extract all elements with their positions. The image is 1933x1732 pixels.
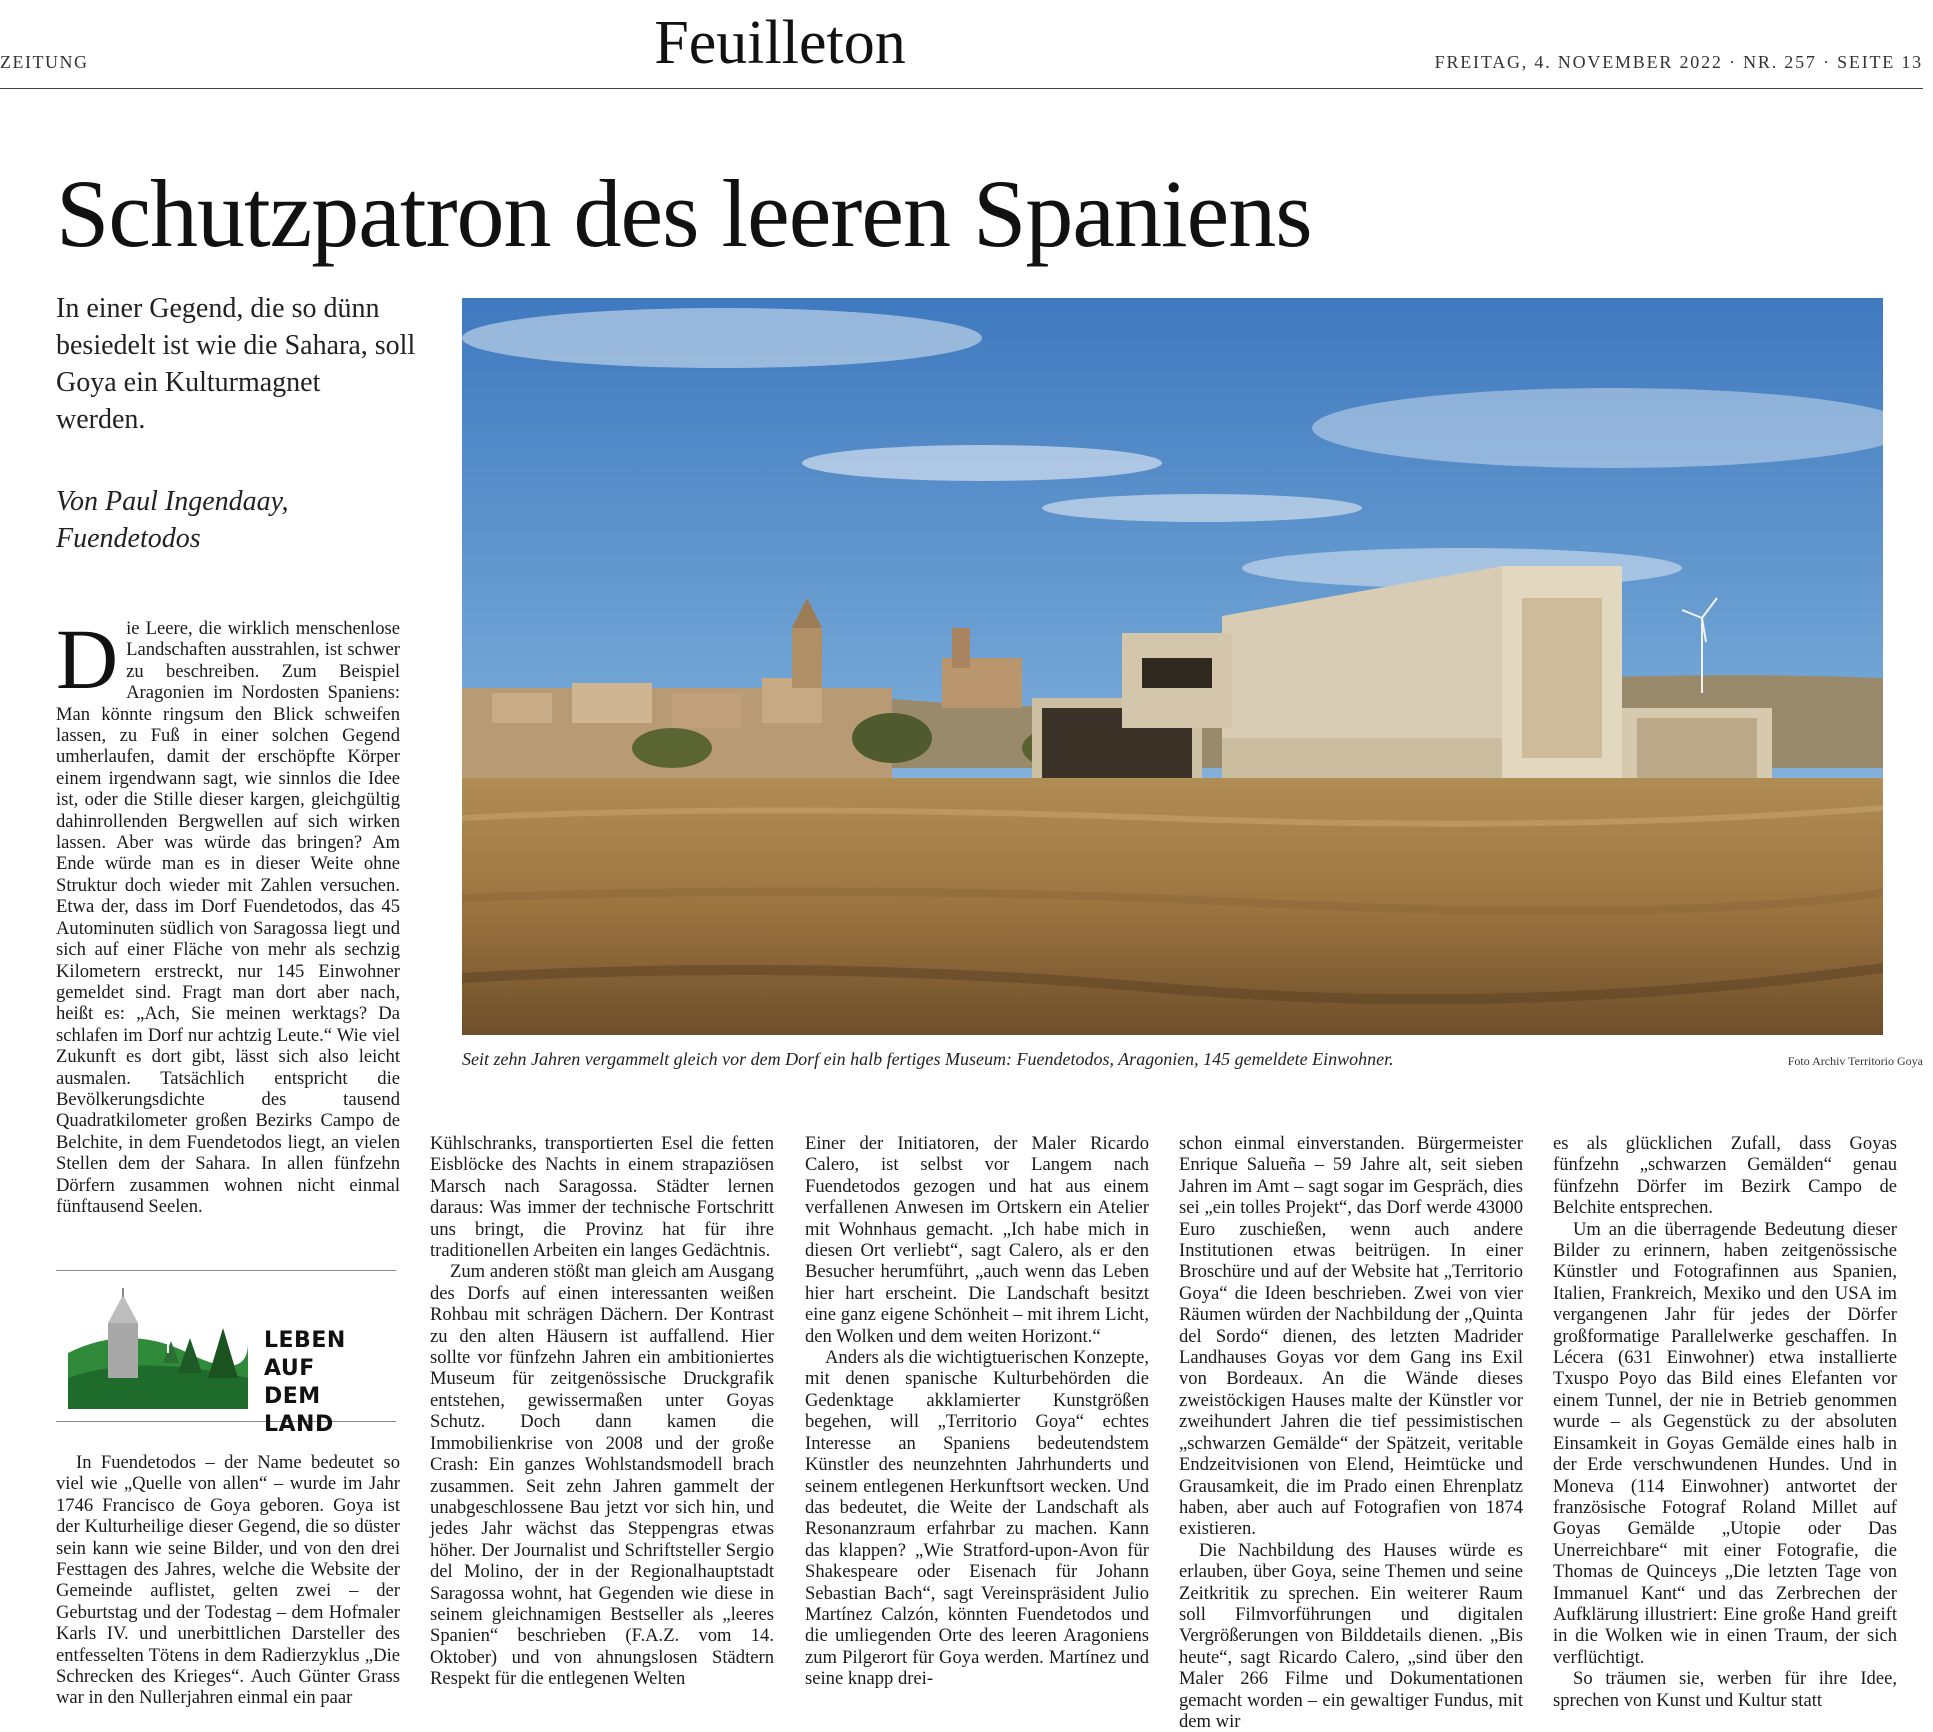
drop-cap: D [56, 611, 119, 707]
article-teaser: In einer Gegend, die so dünn besiedelt ist wie die Sahara, soll Goya ein Kulturmagnet werden. [56, 293, 416, 435]
article-column-1-continued [56, 1452, 400, 1709]
paragraph: Zum anderen stößt man gleich am Ausgang des Dorfs auf einen interessanten weißen Rohbau mit schrägen Dächern. Der Kontrast zu den alten Häusern ist auffallend. Hier sollte vor fünfzehn Jahren ein ambitioniertes Museum für zeitgenössische Druckgrafik entstehen, gewissermaßen unter Goyas Schutz. Doch dann kamen die Immobilienkrise von 2008 und der große Crash: Ein ganzes Wohlstandsmodell brach zusammen. Seit zehn Jahren gammelt der unabgeschlossene Bau jetzt vor sich hin, und jedes Jahr wächst das Steppengras etwas höher. Der Journalist und Schriftsteller Sergio del Molino, der in der Regionalhauptstadt Saragossa wohnt, hat Gegenden wie diese in seinem gleichnamigen Bestseller als „leeres Spanien“ beschrieben (F.A.Z. vom 14. Oktober) und von ahnungslosen Städtern Respekt für die entlegenen Welten [430, 1261, 774, 1690]
article-headline: Schutzpatron des leeren Spaniens [56, 160, 1312, 267]
village-logo-icon [68, 1283, 248, 1409]
series-rubric [56, 1270, 396, 1437]
paragraph: Die Nachbildung des Hauses würde es erlauben, über Goya, seine Themen und seine Zeitkritik zu sprechen. Ein weiterer Raum soll Filmvorführungen und digitalen Vergrößerungen von Bilddetails dienen. „Bis heute“, sagt Ricardo Calero, „sind über den Maler 266 Filme und Dokumentationen gemacht worden – ein gewaltiger Fundus, mit dem wir [1179, 1539, 1523, 1732]
article-column-3 [805, 1133, 1149, 1690]
paragraph: Anders als die wichtigtuerischen Konzepte, mit denen spanische Kulturbehörden die Gedenktage akklamierter Kunstgrößen begehen, will „Territorio Goya“ echtes Interesse an Spaniens bedeutendstem Künstler des neunzehnten Jahrhunderts und seinem entlegenen Herkunftsort wecken. Und das bedeutet, die Weite der Landschaft als Resonanzraum erfahrbar zu machen. Kann das klappen? „Wie Stratford-upon-Avon für Shakespeare oder Eisenach für Johann Sebastian Bach“, sagt Vereinspräsident Julio Martínez Calzón, könnten Fuendetodos und die umliegenden Orte des leeren Aragoniens zum Pilgerort für Goya werden. Martínez und seine knapp drei- [805, 1347, 1149, 1690]
article-column-2 [430, 1133, 774, 1690]
paragraph: Um an die überragende Bedeutung dieser Bilder zu erinnern, haben zeitgenössische Künstler und Fotografinnen aus Spanien, Italien, Frankreich, Mexiko und den USA im vergangenen Jahr für jedes der Dörfer großformatige Parallelwerke geschaffen. In Lécera (631 Einwohner) etwa installierte Txuspo Poyo das Bild eines Elefanten vor einem Tunnel, der nie in Betrieb genommen wurde – als Gegenstück zu der absoluten Einsamkeit in Goyas Gemälde eines halb in der Erde verschwundenen Hundes. Und in Moneva (114 Einwohner) antwortet der französische Fotograf Roland Millet auf Goyas Gemälde „Utopie oder Das Unerreichbare“ mit einer Fotografie, die Thomas de Quinceys „Die letzten Tage von Immanuel Kant“ und das Zerbrechen der Aufklärung illustriert: Eine große Hand greift in die Wolken wie in einen Traum, der sich verflüchtigt. [1553, 1218, 1897, 1668]
article-byline: Von Paul Ingendaay, Fuendetodos [56, 486, 289, 554]
masthead-divider [0, 88, 1923, 89]
article-column-4 [1179, 1133, 1523, 1732]
dateline: FREITAG, 4. NOVEMBER 2022 · NR. 257 · SEITE 13 [1434, 52, 1923, 72]
paragraph: In Fuendetodos – der Name bedeutet so viel wie „Quelle von allen“ – wurde im Jahr 1746 Francisco de Goya geboren. Goya ist der Kulturheilige dieser Gegend, die so düster sein kann wie seine Bilder, und von den drei Festtagen des Jahres, welche die Website der Gemeinde auflistet, gelten zwei – der Geburtstag und der Todestag – dem Hofmaler Karls IV. und unerbittlichen Darsteller des entfesselten Tötens in dem Radierzyklus „Die Schrecken des Krieges“. Auch Günter Grass war in den Nullerjahren einmal ein paar [56, 1452, 400, 1709]
paragraph: schon einmal einverstanden. Bürgermeister Enrique Salueña – 59 Jahre alt, seit sieben Jahren im Amt – sagt sogar im Gespräch, dies sei „ein tolles Projekt“, das Dorf werde 43000 Euro zuschießen, wenn auch andere Institutionen etwas beitrügen. In einer Broschüre und auf der Website hat „Territorio Goya“ die Ideen beschrieben. Zwei von vier Räumen würden der Nachbildung der „Quinta del Sordo“ dienen, des letzten Madrider Landhauses Goyas vor dem Gang ins Exil von Bordeaux. An die Wände dieses zweistöckigen Hauses malte der Künstler vor zweihundert Jahren die tief pessimistischen „schwarzen Gemälde“ der Spätzeit, veritable Endzeitvisionen von Elend, Heimtücke und Grausamkeit, die im Prado einen Ehrenplatz haben, aber auch auf Fotografien von 1874 existieren. [1179, 1133, 1523, 1540]
paragraph: ie Leere, die wirklich menschenlose Landschaften ausstrahlen, ist schwer zu beschreiben. Zum Beispiel Aragonien im Nordosten Spaniens: Man könnte ringsum den Blick schweifen lassen, zu Fuß in einer solchen Gegend umherlaufen, damit der erschöpfte Körper einem irgendwann sagt, wie sinnlos die Idee ist, oder die Stille dieser kargen, gleichgültig dahinrollenden Bergwellen auf sich wirken lassen. Aber was würde das bringen? Am Ende würde man es in dieser Weite ohne Struktur doch wieder mit Zahlen versuchen. Etwa der, dass im Dorf Fuendetodos, das 45 Autominuten südlich von Saragossa liegt und sich auf einer Fläche von mehr als sechzig Kilometern erstreckt, nur 145 Einwohner gemeldet sind. Fragt man dort aber nach, heißt es: „Ach, Sie meinen werktags? Da schlafen im Dorf nur achtzig Leute.“ Wie viel Zukunft es dort gibt, lässt sich also leicht ausmalen. Tatsächlich entspricht die Bevölkerungsdichte des tausend Quadratkilometer großen Bezirks Campo de Belchite, in dem Fuendetodos liegt, an vielen Stellen dem der Sahara. In allen fünfzehn Dörfern zusammen wohnen nicht einmal fünftausend Seelen. [56, 618, 400, 1217]
rubric-label: LEBEN AUF DEM LAND [264, 1328, 346, 1437]
photo-caption: Seit zehn Jahren vergammelt gleich vor dem Dorf ein halb fertiges Museum: Fuendetodos, Aragonien, 145 gemeldete Einwohner. [462, 1049, 1394, 1069]
newspaper-name-fragment: ZEITUNG [0, 52, 89, 72]
photo-credit: Foto Archiv Territorio Goya [1787, 1054, 1923, 1068]
paragraph: So träumen sie, werben für ihre Idee, sprechen von Kunst und Kultur statt [1553, 1668, 1897, 1711]
paragraph: es als glücklichen Zufall, dass Goyas fünfzehn „schwarzen Gemälden“ genau fünfzehn Dörfer im Bezirk Campo de Belchite entsprechen. [1553, 1133, 1897, 1219]
paragraph: Einer der Initiatoren, der Maler Ricardo Calero, ist selbst vor Langem nach Fuendetodos gezogen und hat aus einem verfallenen Anwesen im Ortskern ein Atelier mit Wohnhaus gemacht. „Ich habe mich in diesen Ort verliebt“, sagt Calero, als er den Besucher herumführt, „auch wenn das Leben hier hart erscheint. Die Landschaft besitzt eine ganz eigene Schönheit – mit ihrem Licht, den Wolken und dem weiten Horizont.“ [805, 1133, 1149, 1347]
article-photo [462, 298, 1883, 1035]
article-column-1 [56, 611, 400, 1217]
paragraph: Kühlschranks, transportierten Esel die fetten Eisblöcke des Nachts in einem strapaziösen Marsch nach Saragossa. Städter lernen daraus: Was immer der technische Fortschritt uns bringt, die Provinz hat für ihre traditionellen Arbeiten ein langes Gedächtnis. [430, 1133, 774, 1262]
section-title: Feuilleton [654, 9, 906, 77]
article-column-5 [1553, 1133, 1897, 1711]
